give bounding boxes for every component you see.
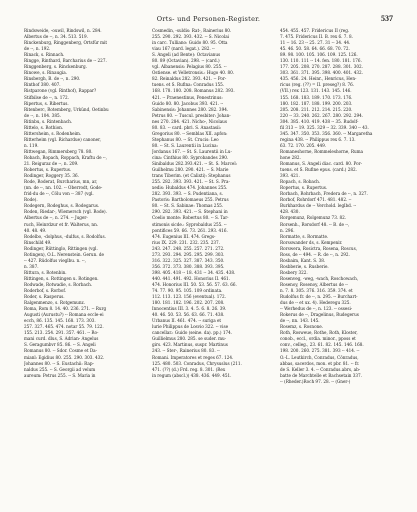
register-entry-line: O.-L. Leutkirch, Conradus, Cönradus, <box>280 354 359 360</box>
register-entry-line: 243. -- Ster-, Rainerius 80. 83. -- <box>152 348 220 354</box>
register-entry-line: Romani. Imperatores et reges 67. 124. <box>152 354 234 360</box>
register-entry-line: n. 7. 8. 305. 376. 316. 359. 374. et <box>280 288 353 294</box>
register-entry-line: 255. 282. 393. 393. 421. -- St. S. Pra- <box>152 179 230 185</box>
register-entry-line: Robertus, s. Rupertus. <box>24 167 72 173</box>
register-entry-line: 180. 182. 187. 188. 199. 200. 203. <box>280 100 353 106</box>
register-entry-line: tuens. et S. Rufina: Conradus 155. <box>152 82 225 88</box>
register-entry-line: -- (Rheder.)Roch 97. 28. -- (Gner-) <box>280 378 351 384</box>
register-entry-line: Cosmedin, -suldis: Rat-, Rainerius 80. <box>152 28 232 33</box>
register-entry-line: -- Werhedus de --, n. 123. -- ossesi- <box>280 306 353 312</box>
register-entry-line: 168. 178. 180. 208. Romanus 282. 393. <box>152 88 235 94</box>
register-entry-line: 273. 293. 294. 295. 295. 299. 303. <box>152 251 225 257</box>
register-entry-line: -- 427. Rüdolfus vieglbu. n. --, <box>24 257 86 263</box>
register-entry-line: Rodegern, Rodeghus, s. Rodegarus. <box>24 203 100 209</box>
register-entry-line: Guillielmus 280. 285. se suder. mu- <box>152 336 227 342</box>
register-entry-line: Ritterheim (vgl. Richardue) canoner, <box>24 136 101 142</box>
register-entry-line: Rittwegan, Rimmersberg 78. 80. <box>24 148 93 154</box>
register-entry-line: Rinack, s. Rinnach. <box>24 52 65 58</box>
register-entry-line: cancellar.: Guido (seine. da). pp.) 174. <box>152 330 233 336</box>
register-entry-line: Gregorius 80. -- Semblas XII. apfon: <box>152 130 228 136</box>
register-entry-line: conv., celleg., 23. 61. 82. 145. 146. 168. <box>280 342 364 348</box>
register-entry-line: batte de Marchtelle et Bachsetain 337. <box>280 372 362 378</box>
register-entry-line: 303. 361. 371. 395. 398. 400. 401. 432. <box>280 70 363 76</box>
register-entry-line: Rosbery 322. <box>280 269 308 275</box>
register-entry-line: pontifices 59. 66. 73. 261. 293. 416. <box>152 227 228 233</box>
register-entry-line: frid-du de --, Cölu von -- 387 (vgl. <box>24 191 94 197</box>
register-entry-line: Rorbof, Rohrdorf 471. 481. 482. -- <box>280 197 352 203</box>
register-entry-line: xedis: Hubaldus 474. Johannes 255. <box>152 185 228 191</box>
register-entry-line: 82. Reinaldus 282. 393. 421. -- Por- <box>152 76 227 82</box>
register-entry-line: aureum: Petrus 255. -- S. Maria in <box>24 372 96 378</box>
register-entry-line: 220 -- 33. 240. 262. 267. 280. 292. 294. <box>280 112 364 118</box>
register-entry-line: 356. 372. 373. 380. 388. 393. 395. <box>152 263 225 269</box>
register-entry-line: Rotingen), O.L. Nerenstein. Gerun. de <box>24 251 104 257</box>
register-entry-line: 80. 83. -- card. pbri. S. Anastasii: <box>152 124 222 130</box>
register-entry-line: lurie Philippus de Losvio 322. -- vise <box>152 324 229 330</box>
register-entry-line: Rinsbergh, B. de --, n. 290. <box>24 76 81 82</box>
register-entry-line: in regum (abscl.)) 438. 436. 449. 451. <box>152 372 232 378</box>
register-entry-line: Rittingen, s. Rottingen u. Rotingen. <box>24 275 99 281</box>
register-entry-line: 398. 405. 418 -- 18. 431 -- 34. 435. 438. <box>152 269 236 275</box>
register-entry-line: 40. 46. 50. 53. 56. 63. 66. 71. 438. <box>152 312 225 318</box>
register-entry-line: tuens. et S. Rufine epus. (card.) 282. <box>280 167 357 173</box>
register-entry-line: Rosbberie, s. Rusberie. <box>280 263 329 269</box>
register-entry-line: S. Geragumbvr 85. 86. -- S. Angeli <box>24 342 96 348</box>
register-entry-line: Ostiense. et Velletronsis.: Hugo 40. 80. <box>152 70 235 76</box>
register-entry-line: Rudolfus fr. de --, n. 295. -- Burchart- <box>280 294 358 300</box>
register-entry-line: 63. 72. 170. 205. 449. <box>280 142 327 148</box>
register-entry-line: hone 282. <box>280 154 301 160</box>
register-entry-line: n. 387. <box>24 263 39 269</box>
register-entry-line: ecch, 86. 135. 145. 168. 173. 303. <box>24 318 96 324</box>
register-entry-line: Urbanus II. 461. 474. -- suriga et <box>152 318 222 324</box>
register-entry-line: Ristparone (vgl. Rinthof), Rappar? <box>24 88 97 94</box>
register-entry-line: vgl. Albanensis: Pelagius 80. 255. -- <box>152 64 227 70</box>
register-entry-line: Rode, Roderat, Burcharius, mn, ar, <box>24 179 98 185</box>
register-entry-line: Rodinger, Roggery 35. 36. <box>24 173 79 179</box>
register-entry-line: (nn. de --, nn. 102. -- Oberrodt, Gode- <box>24 185 103 191</box>
register-entry-line: ricus (reg. (??) = II. preseg?) 8. 76. <box>280 82 355 88</box>
register-entry-line: 11 -- 16. 23 -- 25. 27. 31 -- 34. 44. <box>280 40 351 46</box>
register-entry-line: 440. 441. 491. 492. Honorius II. 461. <box>152 275 230 281</box>
register-entry-line: Rosemz, s. Rosnone. <box>280 324 324 330</box>
register-entry-line: Rorbach, Rohrbach, Fredera de --, n. 327. <box>280 191 368 197</box>
register-column-1 <box>24 28 142 379</box>
register-entry-line: Rittelo, s. Rothion. <box>24 124 64 130</box>
register-entry-line: Rindsweide, -ouwil, Rindswil, n. 284. <box>24 28 102 33</box>
register-entry-line: Roma, Rom 8. 14. 40. 236. 271. -- Rurg <box>24 306 107 312</box>
register-entry-line: 125. 480. 503. Conradus, Chrysuslus (211. <box>152 360 242 366</box>
register-entry-line: 282. 393. 393. -- S. Pudentiana, s. <box>152 191 223 197</box>
register-entry-line: Albertus de --, n. 34. 513. 519. <box>24 34 88 40</box>
register-entry-line: Sabinensis: Johannes 280. 282. 394. <box>152 106 229 112</box>
register-entry-line: 243. 247. 248. 255. 257. 271. 272. <box>152 245 225 251</box>
register-entry-line: trans Tiberim. (et Calixti): Stephanus <box>152 173 231 179</box>
register-entry-line: Rormatte, s. Rormatte. <box>280 233 329 239</box>
register-entry-line: 7. 475. Fridericus II. B. rex 6. 7. 8. <box>280 34 353 40</box>
register-entry-line: regina 438. -- Philippus rex 6. 7. 13. <box>280 136 356 142</box>
register-entry-line: Petrus 80. -- Tuscul. presbiter: Johan- <box>152 112 231 118</box>
register-entry-line: Roden, Riedar-, Wiemersch (vgl. Rode). <box>24 209 107 215</box>
register-columns <box>24 28 398 504</box>
register-entry-line: Rinowe, s. Rinaugia. <box>24 70 67 76</box>
running-title: Orts- und Personen-Register. <box>156 15 261 23</box>
register-entry-line: de --, nn. 143. 145. <box>280 318 320 324</box>
register-entry-line: Ralgenmenzo, s. Rotgemunz. <box>24 300 86 306</box>
register-entry-line: 198. 200. 260. 275. 381. 393 -- 414. -- <box>280 348 360 354</box>
register-entry-line: 80. 89 (Octavian). 298. -- (card.) <box>152 58 220 64</box>
register-entry-line: 421. -- Praenestinus, Penestrinus: <box>152 94 223 100</box>
register-entry-line: 80. -- St. S. Laurentii in Lucina: <box>152 142 218 148</box>
register-entry-line: Roderbof, s. Rorbof. <box>24 288 67 294</box>
register-entry-line: Romaneshorne, Rommeleshorne, Ruma <box>280 148 364 154</box>
register-entry-line: Guilhelmu 280. 290. 421. -- S. Marie <box>152 167 229 173</box>
register-entry-line: Rorsenh., Rorsdorf 48. -- B. de --, <box>280 221 350 227</box>
register-entry-line: 155. 168. 183. 189. 170. 173. 176. <box>280 94 353 100</box>
register-entry-line: Rodwade, Rotwadie, s. Rorbach. <box>24 281 93 287</box>
register-entry-line: Romanus, S. Angeli diac. card. 80. Por- <box>280 161 362 167</box>
register-entry-line: (VII.) rex 123. 131. 143. 145. 146. <box>280 88 352 94</box>
register-entry-line: n. 119. <box>24 142 39 148</box>
register-entry-line: conob., eccl., ordia. minor., pposs et <box>280 336 356 342</box>
register-entry-line: abbas, sacerdos, mon. et pbr. 81. -- fr. <box>280 360 360 366</box>
register-entry-line: mianl: Egidius 80. 255. 290. 303. 432. <box>24 354 105 360</box>
register-entry-line: Rosenveg, -weg, -wach, Roschowach, <box>280 275 359 281</box>
register-entry-line: Romanus 80. -- Sdor. Cosme et Da- <box>24 348 98 354</box>
register-entry-line: rius IX. 229. 231. 232. 235. 237. <box>152 239 220 245</box>
register-entry-line: Rorgemunz, Rolgemunz 73. 82. <box>280 215 347 221</box>
register-entry-line: Guido 80. 80. Jacobus 393. 421. -- <box>152 100 224 106</box>
register-entry-line: 290. 282. 393. 421. -- S. Stephani in <box>152 209 228 215</box>
register-entry-line: Ritenberc, Rotemberg, Urkünd, Oetinbu <box>24 106 109 112</box>
register-entry-line: Rorsswander ds, s. Kempenir. <box>280 239 343 245</box>
register-entry-line: 112. 113. 123. 156 (eventual). 172. <box>152 294 226 300</box>
register-entry-line: viau 167 (nard. legat.). 282. -- <box>152 46 215 52</box>
register-entry-line: Ritinbu, s. Rintenbach. <box>24 118 73 124</box>
register-entry-line: Ringgenberg, s. Rinckenburg. <box>24 64 87 70</box>
register-entry-line: 45. 46. 50. 58. 64. 66. 68. 70. 72. <box>280 46 350 52</box>
register-entry-line: 304. 385. 410. 419. 438 -- 35. Rudolf- <box>280 118 359 124</box>
register-entry-line: Sinibaldus 282.393.421. -- St. S. Marcel: <box>152 161 238 167</box>
register-entry-line: 474. Eugenius III. 474. Gregs- <box>152 233 216 239</box>
register-entry-line: cina: Cinthius 80. Syprobandes 290. <box>152 154 229 160</box>
register-entry-line: 40. 48. 49. <box>24 227 47 233</box>
register-entry-line: Rosenoy, Rosenoy, Albertus de -- <box>280 281 348 287</box>
register-entry-line: stimonis sicde.: Syprobaldus 255. -- <box>152 221 227 227</box>
register-entry-line: 435. 456. 24. Heinr., Henricus, Hen- <box>280 76 357 82</box>
register-entry-line: ruch, Heinrdzur et fr. Walterus, nn. <box>24 221 99 227</box>
register-entry-line: Rorswera, Rosictra, Rosena, Roscus, <box>280 245 358 251</box>
register-entry-line: mani curd. dlus, S. Adrian- Angelus <box>24 336 99 342</box>
register-entry-line: Innocentius III. 3. 4. 5. 6. 8. 26. 39. <box>152 306 227 312</box>
register-entry-line: 177. 205. 208. 270. 287. 288. 301. 302. <box>280 64 363 70</box>
register-entry-line: Roth, Rosweue, Rothe, Roth, Kloster, <box>280 330 358 336</box>
register-entry-line: fil 313 -- 19. 325. 329 -- 32. 339. 340 -- 43. <box>280 124 369 130</box>
register-entry-line: Robach, Ropach, Roppach, Kraftu de --, <box>24 154 107 160</box>
register-entry-line: Stephanus 80. -- St. Crucis: Leo <box>152 136 219 142</box>
register-entry-line: 316. 322. 325. 327. 387. 343. 350. <box>152 257 225 263</box>
register-entry-line: 74. 77. 90. 95. 105. 109 ordinata. <box>152 288 223 294</box>
register-entry-line: de --, n. 192. <box>24 46 51 52</box>
register-entry-line: Jordanus 167. -- St. S. Laurentii in Lu- <box>152 148 232 154</box>
register-entry-line: Rinschild 49. <box>24 239 52 245</box>
register-entry-line: 80. -- St. S. Sabinae: Thomas 255. <box>152 203 224 209</box>
register-entry-line: Albertus de --, n. 274. -- Juger- <box>24 215 88 221</box>
register-entry-line: 180. 181. 182. 196. 202. 207. 208. <box>152 300 225 306</box>
register-entry-line: 255. 290. 292. 393. 432. -- S. Nicolai <box>152 34 229 40</box>
register-entry-line: Coelio monte: Robertus 80. -- S. Tar- <box>152 215 229 221</box>
register-entry-line: Rode). <box>24 197 38 203</box>
register-entry-line: nes 270. 284. 421. Nicho-, Nicolaus <box>152 118 227 124</box>
register-entry-line: Rittersheim, s. Rodenheim. <box>24 130 82 136</box>
register-entry-line: Rinckenburg, Ringgenberg, Ortsfür mit <box>24 40 108 46</box>
register-entry-line: 155. 213. 254. 291. 357. 461. -- Ro- <box>24 330 99 336</box>
register-entry-line: Ropertus, s. Rupertus. <box>280 185 328 191</box>
register-entry-line: Rokerus de --, Dragelinus, Rudegerus <box>280 312 359 318</box>
register-entry-line: naldus 255. -- S. Georgii ad velum <box>24 366 96 372</box>
register-entry-line: Ross, de -- 494. -- R. de --, n. 292. <box>280 251 350 257</box>
register-column-2 <box>152 28 270 379</box>
register-entry-line: 428. 430. <box>280 209 300 215</box>
register-entry-line: de --, n. 104. 385. <box>24 112 61 118</box>
register-entry-line: n. 296. <box>280 227 295 233</box>
page-number: 537 <box>381 14 393 23</box>
register-entry-line: 21. Reiguraz de --, n. 209. <box>24 161 79 167</box>
register-entry-line: 89. 98. 100. 105. 106. 109. 125. 126. <box>280 52 358 58</box>
register-entry-line: Rodelbo, -dolphus, -dulfus, s. Rodolfus. <box>24 233 106 239</box>
register-entry-line: Burkhardus de -- Verchold. leglbd. -- <box>280 203 357 209</box>
running-head <box>24 15 393 27</box>
register-entry-line: in carc. Tulliano: Guido 80. 95. Otta <box>152 40 228 46</box>
register-entry-line: Ringge, Rinthard, Barcharius de -- 227. <box>24 58 107 64</box>
register-entry-line: Stifbilse de --, n. 172. <box>24 94 69 100</box>
register-entry-line: Rosbaim, Kant. S. 38. <box>280 257 326 263</box>
register-entry-line: S. Angeli (ad Bente): Octavianus <box>152 52 221 58</box>
register-entry-line: Ripertus, s. Ribertus. <box>24 100 69 106</box>
register-column-3 <box>280 28 398 385</box>
register-entry-line: Rodinger, Rüttinglo, Rittingen (vgl. <box>24 245 98 251</box>
register-entry-line: 393. 421. <box>280 173 300 179</box>
register-entry-line: 130. 110. 111 -- 14. fen. 180. 181. 176. <box>280 58 362 64</box>
register-entry-line: Roder, s. Rasperus. <box>24 294 65 300</box>
register-entry-line: Rittura, s. Rotenbin. <box>24 269 67 275</box>
register-entry-line: Augusti (Aurustu?) -- Romana eccle-ei <box>24 312 104 318</box>
register-entry-line: 257. 327. 465. 474. notar 55. 79. 122. <box>24 324 104 330</box>
register-entry-line: girs. 423. Martinus, suspr. Martinus <box>152 342 228 348</box>
register-entry-line: 471. (??) (d.) Frd. reg. 8. 301. (Rex <box>152 366 226 372</box>
register-entry-line: Ropach, s. Robach. <box>280 179 321 185</box>
register-entry-line: 454. 455. 457. Fridericus II (reg. <box>280 28 350 33</box>
register-entry-line: Rinthof 380. 407. <box>24 82 61 88</box>
register-entry-line: 205. 208. 211. 212. 214. 215. 220. <box>280 106 353 112</box>
register-entry-line: Pastoris: Bartholomaeus 255. Petrus <box>152 197 229 203</box>
register-entry-line: 345. 347. 350. 353. 356. 360. -- Margaretha <box>280 130 373 136</box>
register-entry-line: Johannes 80. -- S. Eustachii: Rap- <box>24 360 94 366</box>
register-entry-line: dus de -- et ux. 4). Hederegu 325. <box>280 300 351 306</box>
register-entry-line: 474. Honorius III. 50. 53. 56. 57. 63. 66. <box>152 281 237 287</box>
register-entry-line: de S. Keller 3. 4. -- Conradus.abrs, ab- <box>280 366 361 372</box>
